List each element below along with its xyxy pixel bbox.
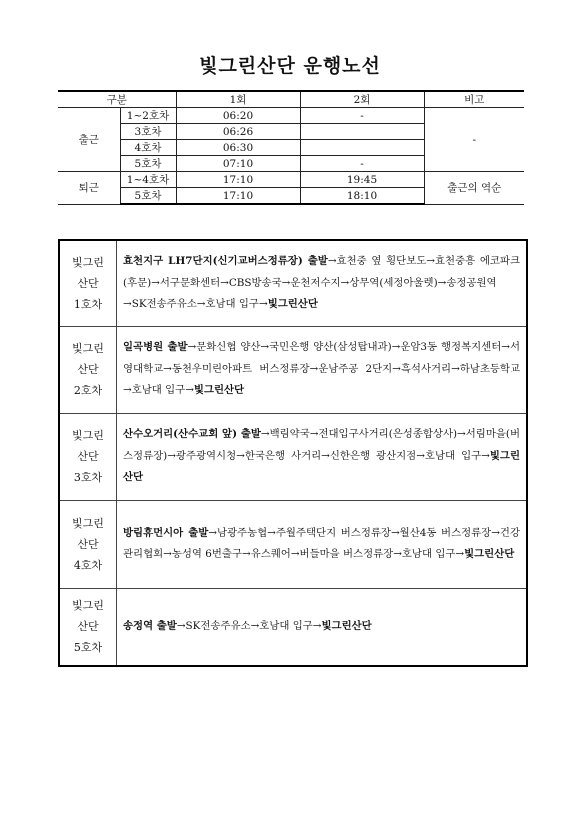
route-bus-name-line: 4호차 (73, 558, 103, 572)
commute-out-label: 퇴근 (58, 172, 120, 205)
route-bus-name-line: 2호차 (73, 384, 103, 397)
commute-out-note: 출근의 역순 (424, 172, 524, 205)
route-end: 빛그린산단 (321, 620, 372, 632)
route-end: 빛그린산단 (464, 548, 515, 560)
route-bus-name-line: 빛그린 (72, 255, 104, 269)
route-bus-name-line: 산단 (77, 620, 99, 634)
route-description (117, 240, 528, 326)
route-table (58, 239, 528, 667)
route-bus-name-line: 5호차 (73, 641, 103, 655)
time-cell (300, 140, 424, 156)
route-end: 빛그린산단 (267, 298, 318, 310)
header-run-1: 1회 (176, 91, 300, 108)
route-description (117, 500, 528, 588)
route-description (117, 588, 528, 666)
time-cell: - (300, 108, 424, 124)
bus-cell: 1~2호차 (120, 108, 176, 124)
route-bus-name-line: 빛그린 (72, 429, 104, 442)
route-start: 송정역 출발 (123, 620, 177, 632)
route-end: 빛그린산단 (193, 384, 245, 397)
page-title: 빛그린산단 운행노선 (199, 55, 381, 77)
route-bus-name-line: 산단 (77, 537, 99, 551)
route-description (117, 326, 528, 413)
route-end: 빛그린산단 (123, 449, 520, 484)
route-row (59, 500, 527, 588)
route-start: 산수오거리(산수교회 앞) 출발 (123, 428, 261, 441)
header-note: 비고 (424, 91, 524, 108)
time-cell: 06:20 (176, 108, 300, 124)
route-bus-name-line: 산단 (77, 276, 99, 290)
route-path: →백림약국→전대입구사거리(은성종합상사)→서림마을(버스정류장)→광주광역시청→한국은행 사거리→신한은행 광산지점→호남대 입구→ (123, 428, 520, 462)
route-bus-name-line: 빛그린 (72, 599, 104, 613)
header-run-2: 2회 (300, 91, 424, 108)
bus-cell: 1~4호차 (120, 172, 176, 188)
bus-cell: 5호차 (120, 188, 176, 205)
route-start: 일곡병원 출발 (123, 341, 188, 354)
route-bus-name (59, 326, 117, 413)
route-bus-name (59, 500, 117, 588)
time-cell: 19:45 (300, 172, 424, 188)
time-cell (300, 124, 424, 140)
route-bus-name-line: 산단 (77, 363, 99, 376)
route-path: →효천중 옆 횡단보도→효천중흥 에코파크(후문)→서구문화센터→CBS방송국→운천저수지→상무역(세정아울렛)→송정공원역→SK전송주유소→호남대 입구→ (123, 255, 520, 310)
route-path: →SK전송주유소→호남대 입구→ (176, 620, 322, 632)
route-row (59, 413, 527, 500)
route-start: 효천지구 LH7단지(신기교버스정류장) 출발 (123, 255, 328, 267)
time-cell: 17:10 (176, 188, 300, 205)
route-bus-name-line: 빛그린 (72, 516, 104, 530)
schedule-table (58, 90, 524, 205)
time-cell: - (300, 156, 424, 172)
route-bus-name-line: 3호차 (73, 471, 103, 484)
bus-cell: 4호차 (120, 140, 176, 156)
route-bus-name (59, 413, 117, 500)
route-row (59, 326, 527, 413)
header-category: 구분 (58, 91, 176, 108)
route-row (59, 240, 527, 326)
commute-in-note: - (424, 108, 524, 172)
time-cell: 07:10 (176, 156, 300, 172)
route-bus-name (59, 240, 117, 326)
time-cell: 06:26 (176, 124, 300, 140)
route-bus-name (59, 588, 117, 666)
table-row (58, 108, 524, 124)
bus-cell: 5호차 (120, 156, 176, 172)
table-row (58, 172, 524, 188)
route-bus-name-line: 빛그린 (72, 342, 104, 355)
route-bus-name-line: 1호차 (73, 297, 103, 311)
route-bus-name-line: 산단 (77, 450, 99, 463)
schedule-header-row (58, 91, 524, 108)
time-cell: 18:10 (300, 188, 424, 205)
route-row (59, 588, 527, 666)
route-start: 방림휴먼시아 출발 (123, 526, 209, 539)
time-cell: 06:30 (176, 140, 300, 156)
commute-in-label: 출근 (58, 108, 120, 172)
route-description (117, 413, 528, 500)
route-path: →문화신협 양산→국민은행 양산(삼성탑내과)→운암3동 행정복지센터→서영대학교→동천우미린아파트 버스정류장→운남주공 2단지→흑석사거리→하남초등학교→호남대 입구→ (123, 341, 520, 397)
time-cell: 17:10 (176, 172, 300, 188)
bus-cell: 3호차 (120, 124, 176, 140)
route-path: →남광주농협→주월주택단지 버스정류장→월산4동 버스정류장→건강관리협회→농성역 6번출구→유스퀘어→버들마을 버스정류장→호남대 입구→ (123, 526, 520, 560)
